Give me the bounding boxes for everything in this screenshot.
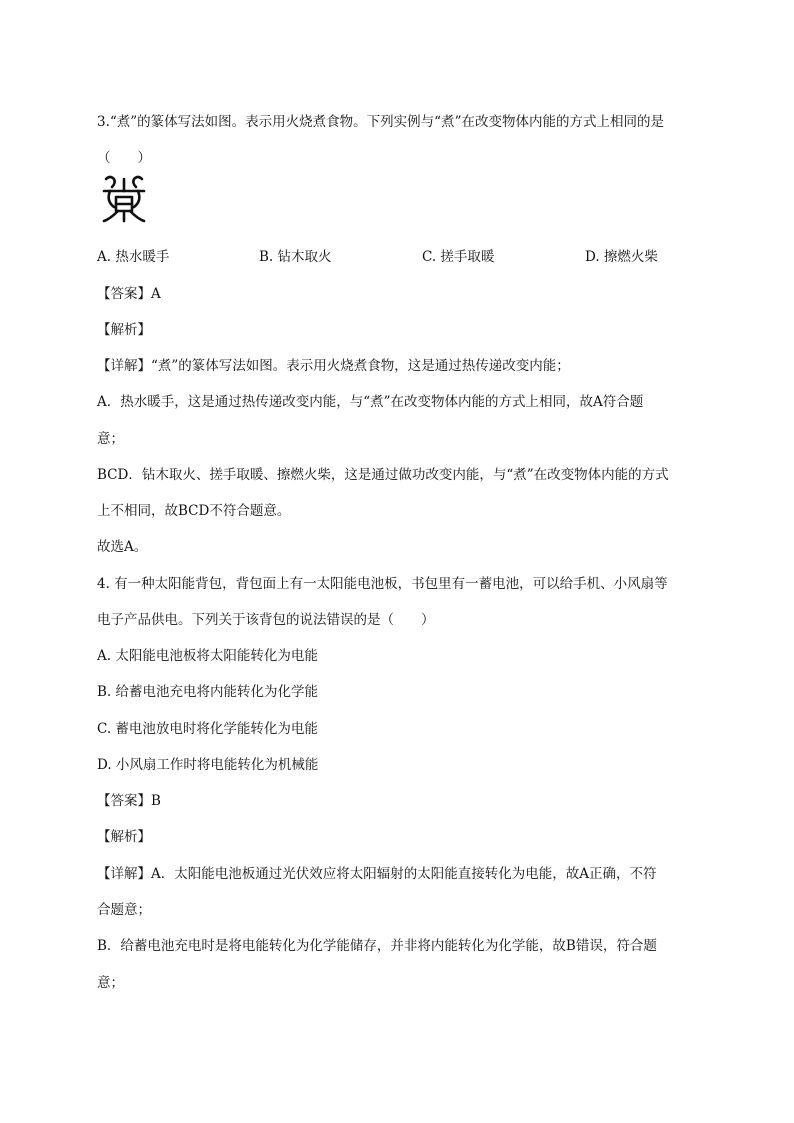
q3-detail-line: 意； — [97, 431, 124, 447]
q3-answer: 【答案】A — [97, 286, 161, 302]
q3-detail-line: A．热水暖手，这是通过热传递改变内能，与“煮”在改变物体内能的方式上相同，故A符合题 — [97, 394, 644, 410]
seal-script-character-image — [100, 173, 148, 225]
q4-analysis-title: 【解析】 — [97, 829, 151, 845]
q4-stem-line: 电子产品供电。下列关于该背包的说法错误的是（ ） — [97, 612, 435, 628]
q3-detail-line: 【详解】“煮”的篆体写法如图。表示用火烧煮食物，这是通过热传递改变内能； — [97, 358, 570, 374]
q4-detail-line: B．给蓄电池充电时是将电能转化为化学能储存，并非将内能转化为化学能，故B错误，符合题 — [97, 938, 657, 954]
q3-stem: 3.“煮”的篆体写法如图。表示用火烧煮食物。下列实例与“煮”在改变物体内能的方式上相同的是 — [97, 114, 664, 130]
q3-option-d: D. 擦燃火柴 — [585, 249, 658, 265]
q4-option-b: B. 给蓄电池充电将内能转化为化学能 — [97, 684, 319, 700]
q3-conclusion: 故选A。 — [97, 539, 148, 555]
q4-detail-line: 【详解】A．太阳能电池板通过光伏效应将太阳辐射的太阳能直接转化为电能，故A正确，不符 — [97, 866, 657, 882]
q3-option-c: C. 搓手取暖 — [422, 249, 495, 265]
q3-option-b: B. 钻木取火 — [259, 249, 332, 265]
q4-option-a: A. 太阳能电池板将太阳能转化为电能 — [97, 648, 318, 664]
q4-stem-line: 4. 有一种太阳能背包，背包面上有一太阳能电池板，书包里有一蓄电池，可以给手机、小风扇等 — [97, 576, 668, 592]
q3-paren: （ ） — [97, 150, 151, 166]
q3-detail-line: 上不相同，故BCD不符合题意。 — [97, 503, 291, 519]
q3-detail-line: BCD．钻木取火、搓手取暖、擦燃火柴，这是通过做功改变内能，与“煮”在改变物体内能的方式 — [97, 467, 669, 483]
q4-option-d: D. 小风扇工作时将电能转化为机械能 — [97, 757, 319, 773]
q4-option-c: C. 蓄电池放电时将化学能转化为电能 — [97, 721, 318, 737]
q3-analysis-title: 【解析】 — [97, 322, 151, 338]
q4-detail-line: 意； — [97, 975, 124, 991]
q4-detail-line: 合题意； — [97, 902, 151, 918]
q4-answer: 【答案】B — [97, 793, 161, 809]
q3-option-a: A. 热水暖手 — [97, 249, 170, 265]
